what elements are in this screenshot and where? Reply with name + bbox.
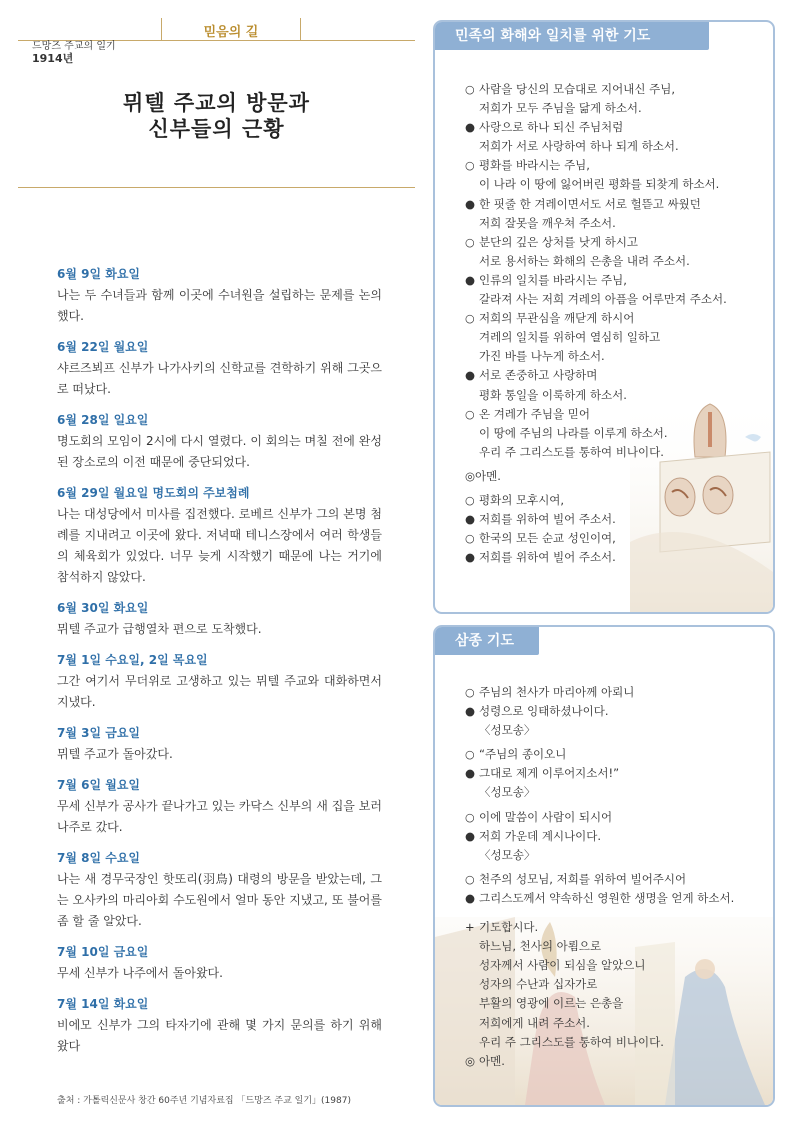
entry-text: 나는 두 수녀들과 함께 이곳에 수녀원을 설립하는 문제를 논의했다.	[57, 288, 382, 323]
entry-text: 뮈텔 주교가 급행열차 편으로 도착했다.	[57, 622, 262, 636]
people-response-icon: ●	[465, 272, 476, 287]
prayer-line-text: 가진 바를 나누게 하소서.	[479, 349, 605, 364]
prayer1-text	[465, 80, 770, 567]
amen-icon: ◎	[465, 1053, 476, 1068]
entry-text: 그간 여기서 무더위로 고생하고 있는 뮈텔 주교와 대화하면서 지냈다.	[57, 674, 382, 709]
prayer-line	[465, 889, 770, 908]
leader-call-icon: ○	[465, 159, 475, 173]
entry-date: 7월 10일 금요일	[57, 945, 149, 959]
prayer-line	[465, 918, 770, 937]
page-title	[18, 90, 415, 142]
prayer1-tab: 민족의 화해와 일치를 위한 기도	[435, 22, 709, 50]
prayer-line-text: 사랑으로 하나 되신 주님처럼	[479, 120, 624, 135]
entry-date: 7월 1일 수요일, 2일 목요일	[57, 653, 208, 667]
prayer-line-text: 우리 주 그리스도를 통하여 비나이다.	[479, 444, 664, 459]
people-response-icon: ●	[465, 196, 476, 211]
prayer-line	[465, 937, 770, 956]
prayer-line	[465, 366, 770, 385]
prayer-line-text: 저희 잘못을 깨우쳐 주소서.	[479, 215, 616, 230]
prayer-line	[465, 386, 770, 405]
prayer-line-text: “주님의 종이오니	[479, 747, 567, 762]
prayer-line-text: 겨레의 일치를 위하여 열심히 일하고	[479, 330, 661, 345]
entry-date: 6월 28일 일요일	[57, 413, 149, 427]
entry-text: 샤르즈뵈프 신부가 나가사키의 신학교를 견학하기 위해 그곳으로 떠났다.	[57, 361, 382, 396]
prayer-line-text: 온 겨레가 주님을 믿어	[479, 406, 590, 421]
entry-text: 뮈텔 주교가 돌아갔다.	[57, 747, 173, 761]
people-response-icon: ●	[465, 120, 476, 135]
prayer-line	[465, 252, 770, 271]
prayer-line-text: 저희를 위하여 빌어 주소서.	[479, 512, 616, 527]
prayer-line	[465, 994, 770, 1013]
people-response-icon: ●	[465, 704, 476, 719]
prayer-line	[465, 683, 770, 702]
prayer-line	[465, 195, 770, 214]
entry-date: 7월 8일 수요일	[57, 851, 141, 865]
prayer-line-text: 성자께서 사람이 되심을 알았으니	[479, 958, 646, 973]
entry-date: 7월 6일 월요일	[57, 778, 141, 792]
prayer-line-text: 성령으로 잉태하셨나이다.	[479, 704, 609, 719]
source-citation: 출처 : 가톨릭신문사 창간 60주년 기념자료집 「드망즈 주교 일기」(1987)	[57, 1096, 351, 1106]
prayer-amen: ◎아멘.	[465, 468, 501, 483]
prayer-line-text: 천주의 성모님, 저희를 위하여 빌어주시어	[479, 871, 687, 886]
prayer-line-text: 〈성모송〉	[479, 847, 536, 862]
people-response-icon: ●	[465, 890, 476, 905]
prayer-line-text: 이에 말씀이 사람이 되시어	[479, 809, 613, 824]
title-line-1: 뮈텔 주교의 방문과	[123, 91, 310, 115]
prayer-box-reconciliation	[433, 20, 775, 614]
prayer-line	[465, 328, 770, 347]
prayer-line	[465, 975, 770, 994]
diary-entry	[57, 849, 382, 932]
prayer-line	[465, 405, 770, 424]
prayer-line	[465, 529, 770, 548]
prayer-line	[465, 424, 770, 443]
prayer-line	[465, 443, 770, 462]
people-response-icon: ●	[465, 766, 476, 781]
diary-entry	[57, 484, 382, 588]
entry-text: 무세 신부가 나주에서 돌아왔다.	[57, 966, 223, 980]
prayer-line	[465, 808, 770, 827]
leader-call-icon: ○	[465, 407, 475, 421]
prayer-line-text: 우리 주 그리스도를 통하여 비나이다.	[479, 1034, 664, 1049]
prayer-line-text: 평화 통일을 이룩하게 하소서.	[479, 387, 627, 402]
prayer-line	[465, 1052, 770, 1071]
diary-label: 드망즈 주교의 일기	[32, 41, 116, 52]
entry-text: 명도회의 모임이 2시에 다시 열렸다. 이 회의는 며칠 전에 완성된 장소로의 이전 때문에 중단되었다.	[57, 434, 382, 469]
diary-year: 1914년	[32, 52, 74, 65]
leader-call-icon: ○	[465, 872, 475, 886]
people-response-icon: ●	[465, 828, 476, 843]
prayer-line-text: 이 나라 이 땅에 잃어버린 평화를 되찾게 하소서.	[479, 177, 720, 192]
prayer-line	[465, 870, 770, 889]
prayer-line	[465, 290, 770, 309]
prayer-line	[465, 80, 770, 99]
cross-icon: +	[465, 920, 475, 935]
prayer-line-text: 저희에게 내려 주소서.	[479, 1015, 590, 1030]
entry-date: 6월 9일 화요일	[57, 267, 141, 281]
prayer-line	[465, 233, 770, 252]
prayer-line	[465, 118, 770, 137]
prayer-line	[465, 745, 770, 764]
prayer-line	[465, 846, 770, 865]
prayer-line	[465, 548, 770, 567]
prayer-line-text: 기도합시다.	[479, 920, 539, 935]
prayer-line-text: 이 땅에 주님의 나라를 이루게 하소서.	[479, 425, 668, 440]
prayer-line	[465, 99, 770, 118]
prayer-line-text: 서로 존중하고 사랑하며	[479, 368, 598, 383]
prayer-line	[465, 1033, 770, 1052]
leader-call-icon: ○	[465, 312, 475, 326]
diary-entry	[57, 338, 382, 400]
entry-text: 비에모 신부가 그의 타자기에 관해 몇 가지 문의를 하기 위해 왔다	[57, 1018, 382, 1053]
entry-date: 7월 14일 화요일	[57, 997, 149, 1011]
prayer2-tab: 삼종 기도	[435, 627, 539, 655]
people-response-icon: ●	[465, 550, 476, 565]
header-divider-right	[300, 18, 301, 40]
prayer-line	[465, 137, 770, 156]
prayer-box-angelus	[433, 625, 775, 1107]
diary-entry	[57, 265, 382, 327]
entry-date: 6월 29일 월요일 명도회의 주보첨례	[57, 486, 250, 500]
prayer-line-text: 저희 가운데 계시나이다.	[479, 828, 602, 843]
title-line-2: 신부들의 근황	[148, 117, 285, 141]
prayer-line-text: 한국의 모든 순교 성인이여,	[479, 531, 616, 546]
diary-entry	[57, 995, 382, 1057]
prayer-line	[465, 214, 770, 233]
diary-entries	[57, 265, 382, 1068]
prayer-line-text: 그리스도께서 약속하신 영원한 생명을 얻게 하소서.	[479, 890, 735, 905]
leader-call-icon: ○	[465, 748, 475, 762]
prayer-line-text: 저희가 모두 주님을 닮게 하소서.	[479, 101, 642, 116]
diary-entry	[57, 599, 382, 640]
diary-entry	[57, 776, 382, 838]
prayer-line-text: 아멘.	[479, 1053, 505, 1068]
prayer-line	[465, 491, 770, 510]
prayer-line-text: 부활의 영광에 이르는 은총을	[479, 996, 624, 1011]
leader-call-icon: ○	[465, 235, 475, 249]
entry-date: 6월 22일 월요일	[57, 340, 149, 354]
prayer-line-text: 분단의 깊은 상처를 낫게 하시고	[479, 234, 639, 249]
prayer-line	[465, 764, 770, 783]
prayer-line	[465, 956, 770, 975]
people-response-icon: ●	[465, 512, 476, 527]
diary-entry	[57, 724, 382, 765]
prayer-line-text: 한 핏줄 한 겨레이면서도 서로 헐뜯고 싸웠던	[479, 196, 701, 211]
leader-call-icon: ○	[465, 532, 475, 546]
prayer-line	[465, 721, 770, 740]
prayer-line	[465, 510, 770, 529]
diary-entry	[57, 943, 382, 984]
entry-text: 무세 신부가 공사가 끝나가고 있는 카닥스 신부의 새 집을 보러 나주로 갔다.	[57, 799, 382, 834]
prayer-line	[465, 271, 770, 290]
prayer2-text	[465, 683, 770, 1071]
prayer-line-text: 〈성모송〉	[479, 723, 536, 738]
entry-text: 나는 대성당에서 미사를 집전했다. 로베르 신부가 그의 본명 첨례를 지내려고 이곳에 왔다. 저녁때 테니스장에서 여러 학생들의 체육회가 있었다. 너무 늦게 시작했기 때문에 나는 거기에 참석하지 않았다.	[57, 507, 382, 584]
prayer-line-text: 평화를 바라시는 주님,	[479, 158, 590, 173]
prayer-line	[465, 347, 770, 366]
prayer-line-text: 그대로 제게 이루어지소서!”	[479, 766, 620, 781]
prayer-line	[465, 156, 770, 175]
prayer-line-text: 저희를 위하여 빌어 주소서.	[479, 550, 616, 565]
leader-call-icon: ○	[465, 83, 475, 96]
leader-call-icon: ○	[465, 493, 475, 507]
prayer-line	[465, 1014, 770, 1033]
diary-entry	[57, 411, 382, 473]
diary-entry	[57, 651, 382, 713]
prayer-line-text: 갈라져 사는 저희 겨레의 아픔을 어루만져 주소서.	[479, 292, 727, 307]
prayer-line-text: 저희의 무관심을 깨닫게 하시어	[479, 311, 635, 326]
prayer-line	[465, 783, 770, 802]
entry-text: 나는 새 경무국장인 핫또리(羽鳥) 대령의 방문을 받았는데, 그는 오사카의 마리아회 수도원에서 얼마 동안 지냈고, 또 불어를 좀 할 줄 알았다.	[57, 872, 382, 928]
prayer-line-text: 성자의 수난과 십자가로	[479, 977, 598, 992]
prayer-line	[465, 702, 770, 721]
people-response-icon: ●	[465, 368, 476, 383]
leader-call-icon: ○	[465, 686, 475, 699]
prayer-line-text: 인류의 일치를 바라시는 주님,	[479, 272, 627, 287]
prayer-line-text: 〈성모송〉	[479, 785, 536, 800]
prayer-line-text: 주님의 천사가 마리아께 아뢰니	[479, 685, 635, 699]
prayer-line	[465, 309, 770, 328]
section-label: 믿음의 길	[203, 25, 259, 40]
prayer-line-text: 서로 용서하는 화해의 은총을 내려 주소서.	[479, 253, 690, 268]
leader-call-icon: ○	[465, 810, 475, 824]
prayer-line-text: 평화의 모후시여,	[479, 492, 565, 507]
prayer-line-text: 사람을 당신의 모습대로 지어내신 주님,	[479, 82, 676, 96]
prayer-line-text: 하느님, 천사의 아룀으로	[479, 939, 602, 954]
prayer-line	[465, 175, 770, 194]
prayer-line-text: 저희가 서로 사랑하여 하나 되게 하소서.	[479, 139, 679, 154]
entry-date: 6월 30일 화요일	[57, 601, 149, 615]
entry-date: 7월 3일 금요일	[57, 726, 141, 740]
header-rule-bottom	[18, 187, 415, 188]
prayer-line	[465, 827, 770, 846]
